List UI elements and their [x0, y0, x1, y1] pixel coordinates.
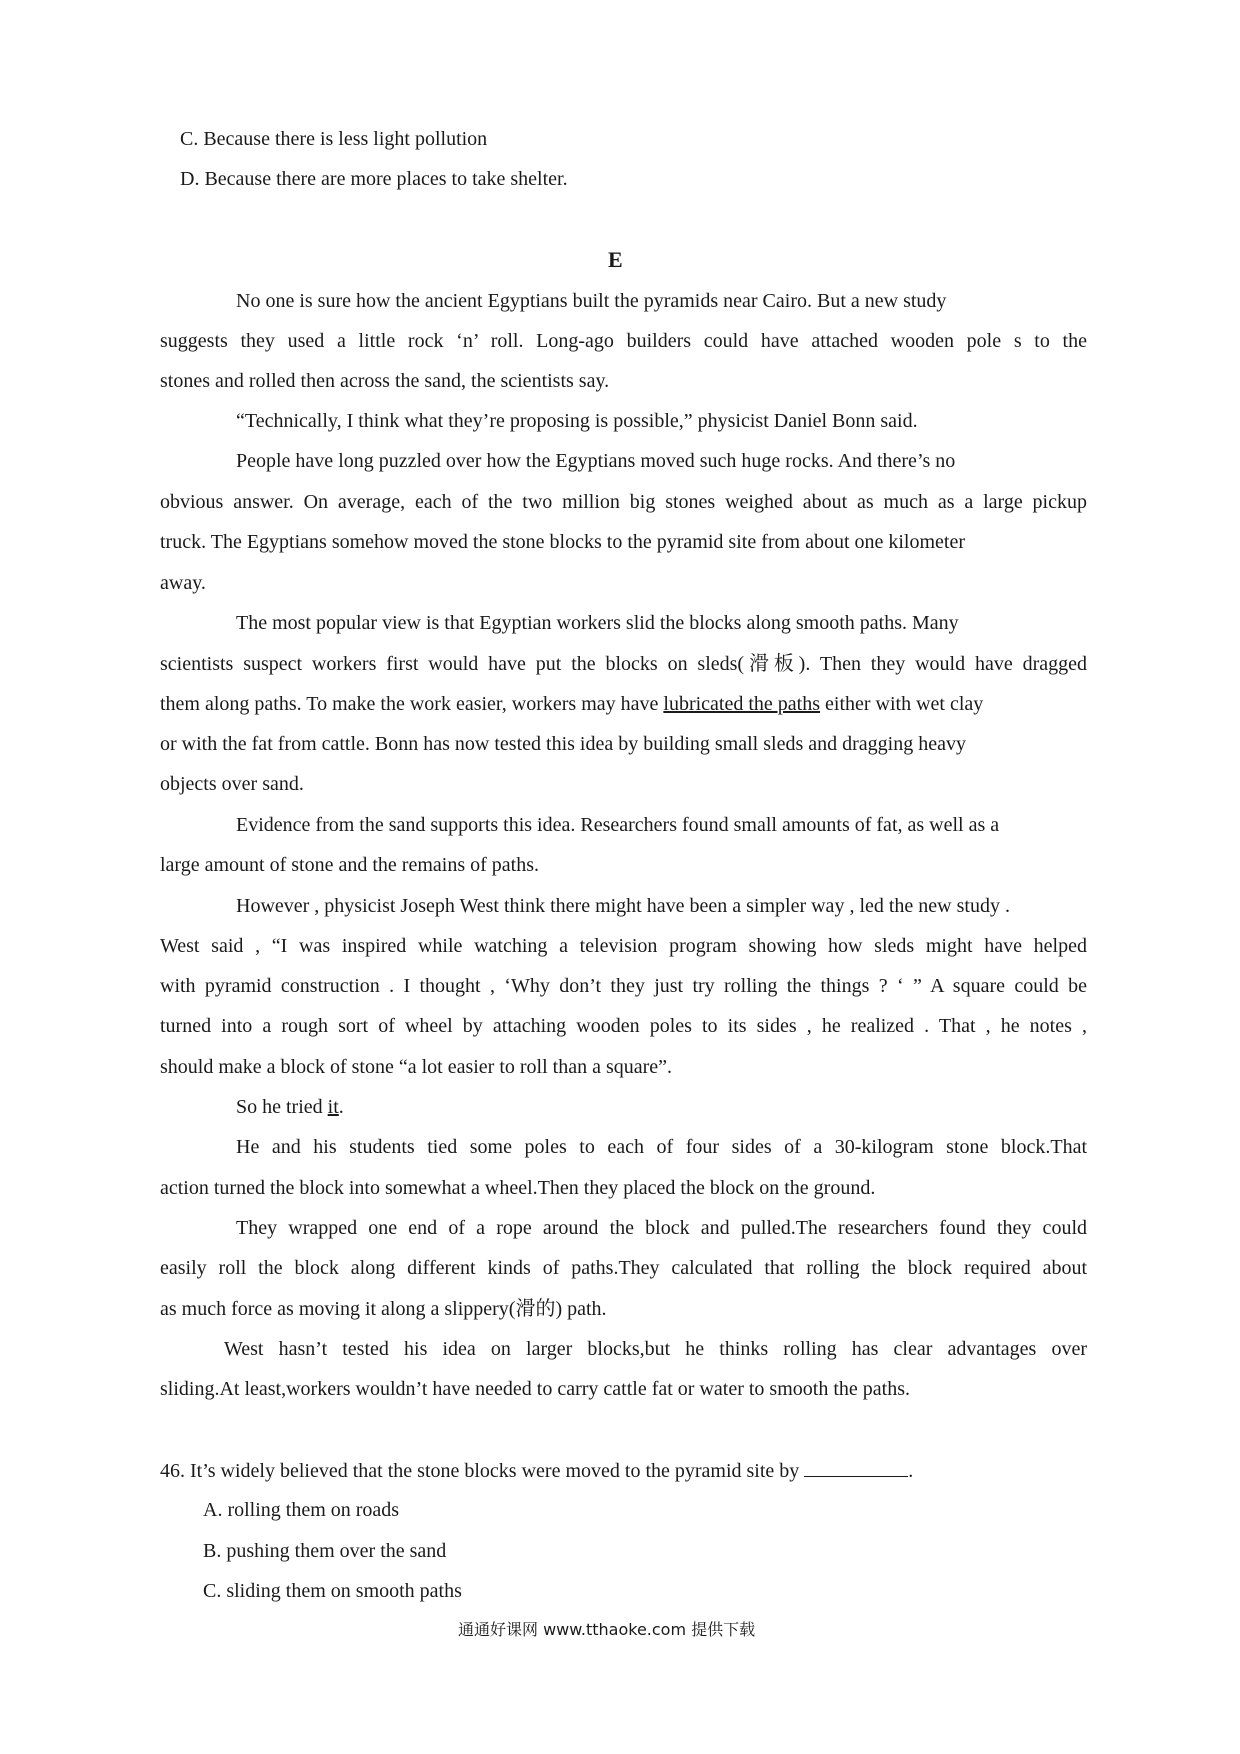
option-c-prev: C. Because there is less light pollution	[180, 128, 488, 150]
option-d-prev: D. Because there are more places to take shelter.	[180, 168, 568, 190]
passage-line: The most popular view is that Egyptian workers slid the blocks along smooth paths. Many	[236, 612, 959, 634]
passage-line: suggests they used a little rock ‘n’ roll. Long-ago builders could have attached wooden pole s to the	[160, 330, 1087, 352]
page-footer: 通通好课网 www.tthaoke.com 提供下载	[458, 1620, 756, 1639]
passage-text: them along paths. To make the work easier, workers may have	[160, 693, 664, 715]
question-text: .	[908, 1460, 914, 1482]
passage-line: “Technically, I think what they’re proposing is possible,” physicist Daniel Bonn said.	[236, 410, 918, 432]
passage-line: No one is sure how the ancient Egyptians built the pyramids near Cairo. But a new study	[236, 290, 947, 312]
passage-line: They wrapped one end of a rope around the block and pulled.The researchers found they could	[236, 1217, 1087, 1239]
passage-line: Evidence from the sand supports this idea. Researchers found small amounts of fat, as well as a	[236, 814, 1000, 836]
passage-line: sliding.At least,workers wouldn’t have needed to carry cattle fat or water to smooth the paths.	[160, 1378, 910, 1400]
passage-line: action turned the block into somewhat a wheel.Then they placed the block on the ground.	[160, 1177, 876, 1199]
passage-line	[236, 1095, 344, 1119]
passage-line: easily roll the block along different kinds of paths.They calculated that rolling the block required about	[160, 1257, 1087, 1279]
passage-line: or with the fat from cattle. Bonn has now tested this idea by building small sleds and dragging heavy	[160, 733, 966, 755]
passage-line	[160, 692, 983, 716]
passage-line: as much force as moving it along a slippery(滑的) path.	[160, 1298, 607, 1320]
section-heading: E	[608, 247, 623, 272]
underlined-word: it	[327, 1096, 339, 1118]
passage-line: West hasn’t tested his idea on larger blocks,but he thinks rolling has clear advantages over	[224, 1338, 1087, 1360]
option-b: B. pushing them over the sand	[203, 1540, 447, 1562]
question-text: 46. It’s widely believed that the stone blocks were moved to the pyramid site by	[160, 1460, 800, 1482]
passage-line: He and his students tied some poles to each of four sides of a 30-kilogram stone block.That	[236, 1136, 1087, 1158]
passage-line: West said , “I was inspired while watching a television program showing how sleds might have helped	[160, 935, 1087, 957]
passage-line: However , physicist Joseph West think there might have been a simpler way , led the new study .	[236, 895, 1010, 917]
passage-line: stones and rolled then across the sand, the scientists say.	[160, 370, 610, 392]
underlined-phrase: lubricated the paths	[663, 693, 821, 715]
passage-line: objects over sand.	[160, 773, 304, 795]
passage-line: large amount of stone and the remains of paths.	[160, 854, 539, 876]
passage-line: truck. The Egyptians somehow moved the stone blocks to the pyramid site from about one kilometer	[160, 531, 966, 553]
passage-line: with pyramid construction . I thought , ‘Why don’t they just try rolling the things ? ‘ ” A square could be	[160, 975, 1087, 997]
passage-line: scientists suspect workers first would have put the blocks on sleds(滑板). Then they would have dragged	[160, 653, 1087, 675]
passage-line: People have long puzzled over how the Egyptians moved such huge rocks. And there’s no	[236, 450, 956, 472]
option-c: C. sliding them on smooth paths	[203, 1580, 462, 1602]
passage-line: away.	[160, 572, 206, 594]
passage-line: turned into a rough sort of wheel by attaching wooden poles to its sides , he realized . That , he notes ,	[160, 1015, 1087, 1037]
passage-text: .	[338, 1096, 344, 1118]
option-a: A. rolling them on roads	[203, 1499, 400, 1521]
passage-text: either with wet clay	[820, 693, 984, 715]
passage-text: So he tried	[236, 1096, 328, 1118]
passage-line: should make a block of stone “a lot easier to roll than a square”.	[160, 1056, 673, 1078]
question-46-stem	[160, 1458, 913, 1483]
answer-blank	[804, 1458, 908, 1477]
passage-line: obvious answer. On average, each of the two million big stones weighed about as much as a large pickup	[160, 491, 1087, 513]
